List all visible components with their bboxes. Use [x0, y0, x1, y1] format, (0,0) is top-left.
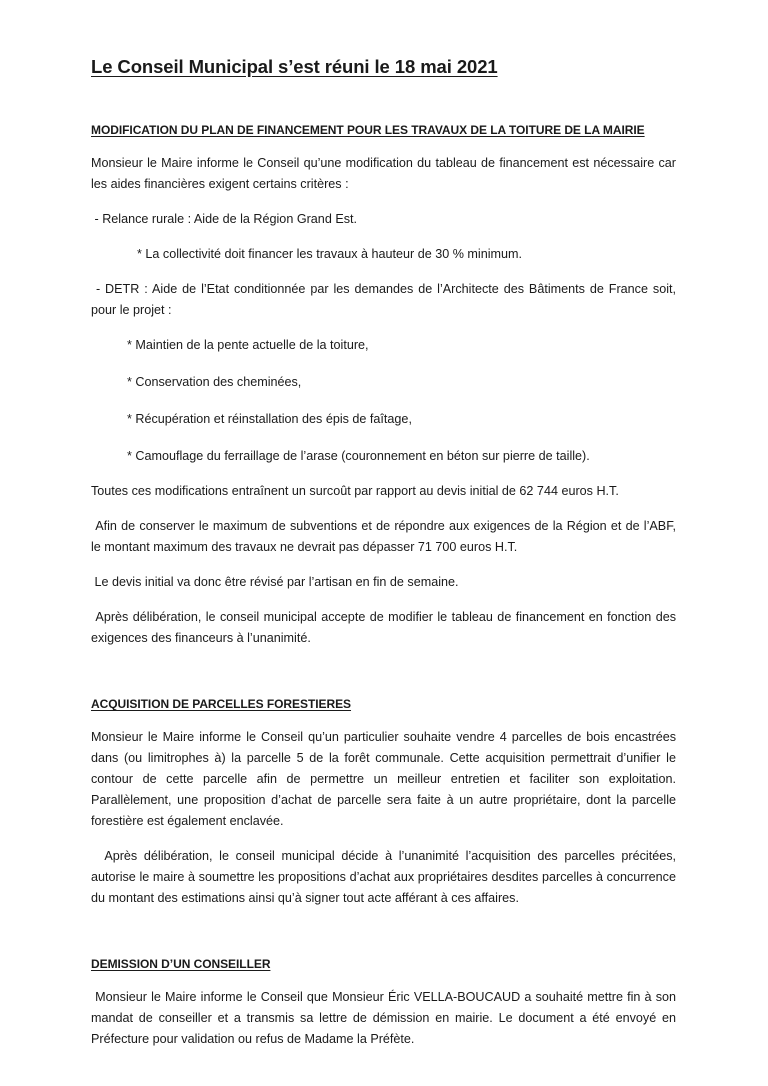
list-item: * Camouflage du ferraillage de l’arase (couronnement en béton sur pierre de taille).: [127, 449, 590, 463]
page-title: Le Conseil Municipal s’est réuni le 18 mai 2021: [91, 56, 498, 77]
paragraph: Monsieur le Maire informe le Conseil que Monsieur Éric VELLA-BOUCAUD a souhaité mettre fin à son mandat de conseiller et a transmis sa lettre de démission en mairie. Le document a été envoyé en Préfecture pour validation ou refus de Madame la Préfète.: [91, 990, 680, 1046]
paragraph: Le devis initial va donc être révisé par l’artisan en fin de semaine.: [91, 575, 459, 589]
paragraph: Afin de conserver le maximum de subventions et de répondre aux exigences de la Région et de l’ABF, le montant maximum des travaux ne devrait pas dépasser 71 700 euros H.T.: [91, 519, 680, 554]
section-heading-demission: DEMISSION D’UN CONSEILLER: [91, 957, 271, 971]
list-item: * Maintien de la pente actuelle de la toiture,: [127, 338, 369, 352]
section-financement: [91, 123, 680, 649]
paragraph: Monsieur le Maire informe le Conseil qu’une modification du tableau de financement est nécessaire car les aides financières exigent certains critères :: [91, 156, 676, 191]
section-heading-acquisition: ACQUISITION DE PARCELLES FORESTIERES: [91, 697, 352, 711]
list-item: - DETR : Aide de l’Etat conditionnée par les demandes de l’Architecte des Bâtiments de France soit, pour le projet :: [91, 282, 680, 317]
paragraph: Monsieur le Maire informe le Conseil qu’un particulier souhaite vendre 4 parcelles de bois encastrées dans (ou limitrophes à) la parcelle 5 de la forêt communale. Cette acquisition permettrait d’unifier le contour de cette parcelle afin de permettre un meilleur entretien et faciliter son exploitation. Parallèlement, une proposition d’achat de parcelle sera faite à un autre propriétaire, dont la parcelle forestière est également enclavée.: [91, 730, 676, 828]
list-item: * Conservation des cheminées,: [127, 375, 302, 389]
list-item: - Relance rurale : Aide de la Région Grand Est.: [91, 212, 358, 226]
section-heading-financement: MODIFICATION DU PLAN DE FINANCEMENT POUR LES TRAVAUX DE LA TOITURE DE LA MAIRIE: [91, 123, 645, 137]
list-item: * Récupération et réinstallation des épis de faîtage,: [127, 412, 412, 426]
section-acquisition: [91, 697, 680, 909]
paragraph: Après délibération, le conseil municipal accepte de modifier le tableau de financement en fonction des exigences des financeurs à l’unanimité.: [91, 610, 680, 645]
list-item: * La collectivité doit financer les travaux à hauteur de 30 % minimum.: [137, 247, 523, 261]
paragraph: Après délibération, le conseil municipal décide à l’unanimité l’acquisition des parcelles précitées, autorise le maire à soumettre les propositions d’achat aux propriétaires desdites parcelles à concurrence du montant des estimations ainsi qu’à signer tout acte afférant à ces affaires.: [91, 849, 680, 905]
paragraph: Toutes ces modifications entraînent un surcoût par rapport au devis initial de 62 744 euros H.T.: [91, 484, 619, 498]
section-demission: [91, 957, 680, 1050]
